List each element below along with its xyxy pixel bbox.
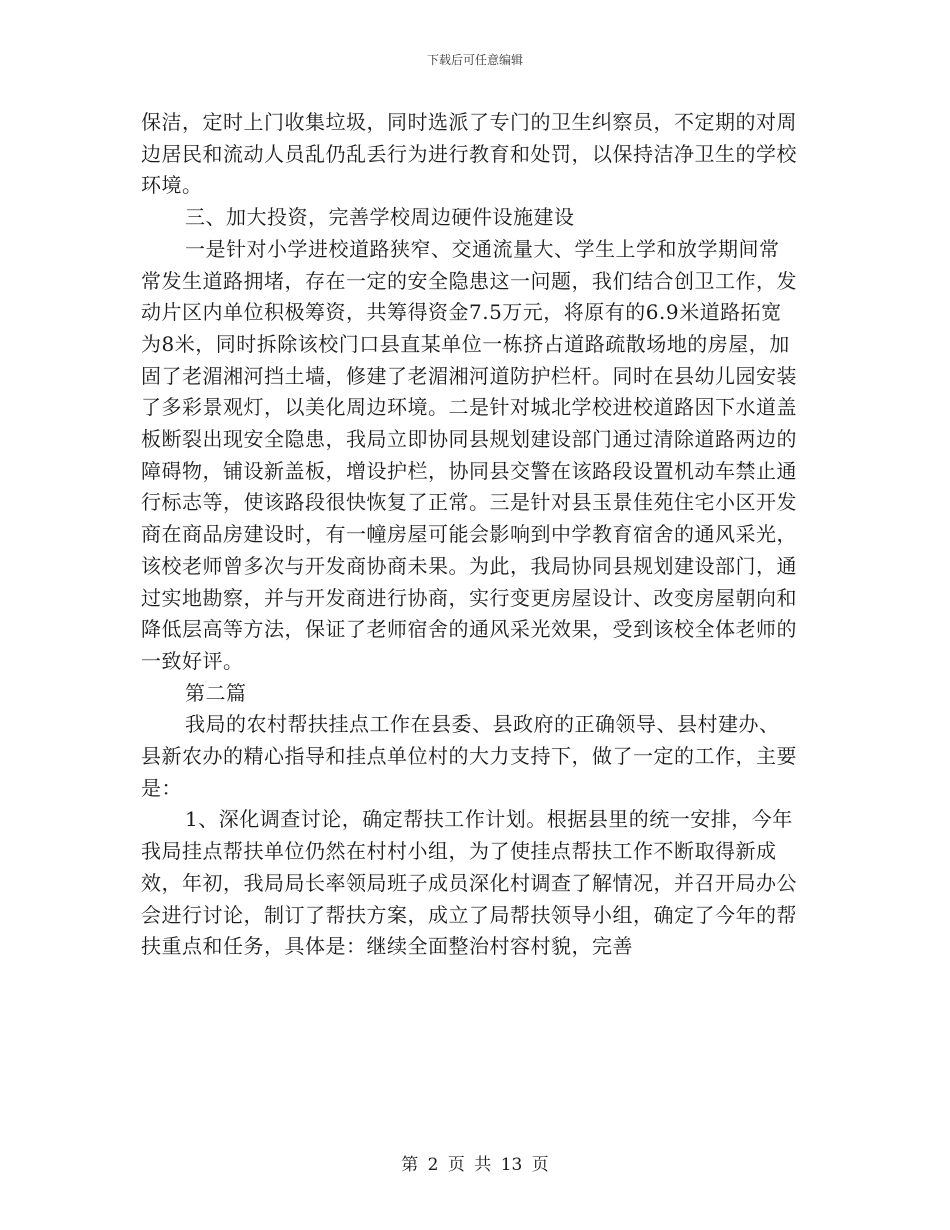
paragraph-5: 我局的农村帮扶挂点工作在县委、县政府的正确领导、县村建办、县新农办的精心指导和挂点单位村的大力支持下，做了一定的工作，主要是：	[141, 712, 797, 800]
paragraph-6: 1、深化调查讨论，确定帮扶工作计划。根据县里的统一安排，今年我局挂点帮扶单位仍然在村村小组，为了使挂点帮扶工作不断取得新成效，年初，我局局长率领局班子成员深化村调查了解情况，并召开局办公会进行讨论，制订了帮扶方案，成立了局帮扶领导小组，确定了今年的帮扶重点和任务，具体是：继续全面整治村容村貌，完善	[141, 807, 797, 959]
section-heading-three: 三、加大投资，完善学校周边硬件设施建设	[185, 205, 575, 230]
document-body	[141, 107, 799, 963]
page-number-footer: 第 2 页 共 13 页	[401, 1155, 549, 1175]
part-heading-second: 第二篇	[185, 680, 247, 705]
paragraph-1: 保洁，定时上门收集垃圾，同时选派了专门的卫生纠察员，不定期的对周边居民和流动人员乱仍乱丢行为进行教育和处罚，以保持洁净卫生的学校环境。	[141, 110, 797, 198]
paragraph-3: 一是针对小学进校道路狭窄、交通流量大、学生上学和放学期间常常发生道路拥堵，存在一定的安全隐患这一问题，我们结合创卫工作，发动片区内单位积极筹资，共筹得资金7.5万元，将原有的6.9米道路拓宽为8米，同时拆除该校门口县直某单位一栋挤占道路疏散场地的房屋，加固了老湄湘河挡土墙，修建了老湄湘河道防护栏杆。同时在县幼儿园安装了多彩景观灯，以美化周边环境。二是针对城北学校进校道路因下水道盖板断裂出现安全隐患，我局立即协同县规划建设部门通过清除道路两边的障碍物，铺设新盖板，增设护栏，协同县交警在该路段设置机动车禁止通行标志等，使该路段很快恢复了正常。三是针对县玉景佳苑住宅小区开发商在商品房建设时，有一幢房屋可能会影响到中学教育宿舍的通风采光，该校老师曾多次与开发商协商未果。为此，我局协同县规划建设部门，通过实地勘察，并与开发商进行协商，实行变更房屋设计、改变房屋朝向和降低层高等方法，保证了老师宿舍的通风采光效果，受到该校全体老师的一致好评。	[141, 236, 797, 673]
page-header-note: 下载后可任意编辑	[426, 53, 523, 67]
